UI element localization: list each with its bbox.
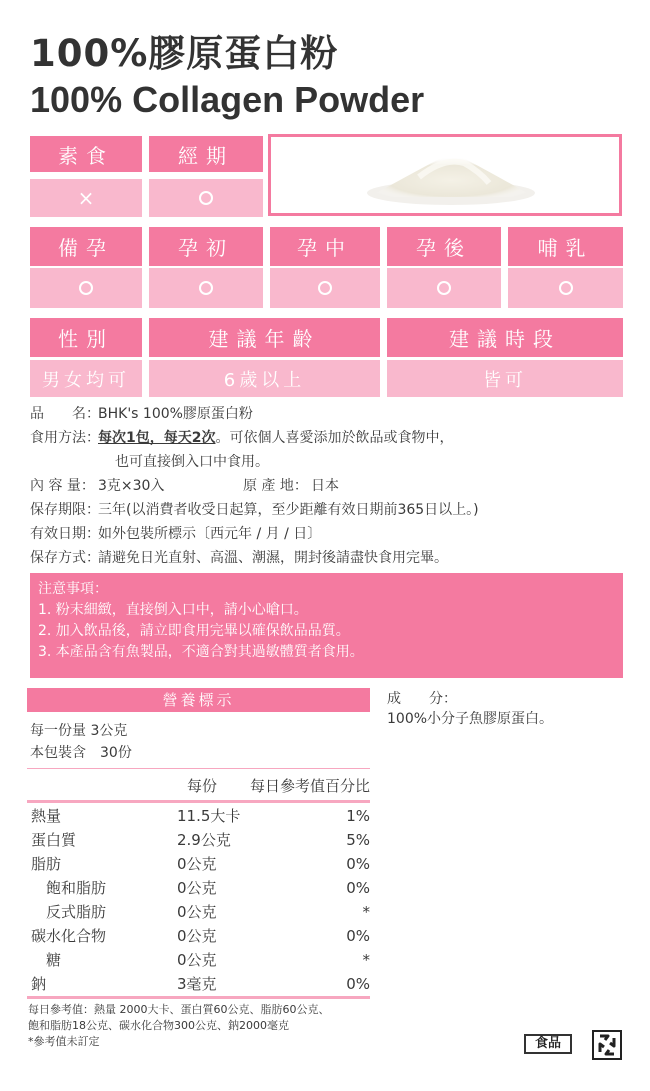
nutrient-amount: 2.9公克 <box>177 831 231 849</box>
value-breastfeeding <box>508 268 623 308</box>
value-pre-pregnancy <box>30 268 142 308</box>
nutrient-amount: 3毫克 <box>177 975 217 993</box>
info-label: 內 容 量： <box>30 478 95 494</box>
nutrient-percent: * <box>362 951 370 969</box>
circle-icon <box>199 281 213 295</box>
nutrient-amount: 0公克 <box>177 855 217 873</box>
column-amount: 每份 <box>187 777 218 795</box>
nutrition-row <box>27 828 370 852</box>
nutrition-header: 營養標示 <box>27 688 370 712</box>
footnote-reference: 每日參考值：熱量 2000大卡、蛋白質60公克、脂肪60公克、 <box>28 1003 330 1016</box>
footnote-reference-2: 飽和脂肪18公克、碳水化合物300公克、鈉2000毫克 <box>28 1019 289 1032</box>
nutrient-name: 碳水化合物 <box>31 927 107 945</box>
nutrient-name: 糖 <box>31 951 62 969</box>
usage-emphasis: 每次1包，每天2次 <box>98 430 216 446</box>
header-age: 建議年齡 <box>149 318 380 357</box>
info-value: 如外包裝所標示〔西元年 / 月 / 日〕 <box>98 526 322 542</box>
value-time: 皆可 <box>387 360 623 397</box>
value-age: 6歲以上 <box>149 360 380 397</box>
circle-icon <box>559 281 573 295</box>
info-label: 有效日期： <box>30 526 100 542</box>
info-value: 請避免日光直射、高溫、潮濕，開封後請盡快食用完畢。 <box>98 550 448 566</box>
product-image-frame <box>268 134 622 216</box>
nutrient-percent: 0% <box>346 927 370 945</box>
nutrient-percent: 0% <box>346 855 370 873</box>
info-shelf-life <box>30 499 479 521</box>
nutrient-percent: * <box>362 903 370 921</box>
header-early-pregnancy: 孕初 <box>149 227 263 266</box>
nutrient-percent: 1% <box>346 807 370 825</box>
cross-icon: × <box>77 186 95 210</box>
info-usage <box>30 427 453 449</box>
nutrient-name: 鈉 <box>31 975 47 993</box>
nutrient-name: 反式脂肪 <box>31 903 107 921</box>
nutrient-amount: 0公克 <box>177 903 217 921</box>
nutrition-column-headers <box>27 774 370 798</box>
nutrition-servings-per-pack: 本包裝含 30份 <box>30 745 132 761</box>
info-label: 原 產 地： <box>243 478 308 494</box>
divider <box>27 768 370 769</box>
header-time: 建議時段 <box>387 318 623 357</box>
nutrient-percent: 0% <box>346 879 370 897</box>
info-value: 。可依個人喜愛添加於飲品或食物中， <box>215 430 454 446</box>
nutrient-percent: 5% <box>346 831 370 849</box>
info-origin <box>243 475 339 497</box>
nutrition-row <box>27 876 370 900</box>
circle-icon <box>437 281 451 295</box>
circle-icon <box>318 281 332 295</box>
info-value: 3克×30入 <box>98 478 165 494</box>
header-breastfeeding: 哺乳 <box>508 227 623 266</box>
notice-item: 3. 本產品含有魚製品，不適合對其過敏體質者食用。 <box>38 644 364 660</box>
notice-item: 1. 粉末細緻，直接倒入口中，請小心嗆口。 <box>38 602 308 618</box>
nutrient-name: 蛋白質 <box>31 831 77 849</box>
value-vegetarian <box>30 179 142 217</box>
notice-box <box>30 573 623 678</box>
nutrient-name: 熱量 <box>31 807 62 825</box>
nutrient-amount: 0公克 <box>177 879 217 897</box>
value-early-pregnancy <box>149 268 263 308</box>
header-mid-pregnancy: 孕中 <box>270 227 380 266</box>
header-gender: 性別 <box>30 318 142 357</box>
ingredients-label: 成 分： <box>387 691 457 707</box>
divider <box>27 996 370 999</box>
ingredients-value: 100%小分子魚膠原蛋白。 <box>387 711 554 727</box>
info-label: 保存方式： <box>30 550 100 566</box>
nutrition-row <box>27 852 370 876</box>
divider <box>27 800 370 803</box>
food-badge: 食品 <box>524 1034 572 1054</box>
notice-item: 2. 加入飲品後，請立即食用完畢以確保飲品品質。 <box>38 623 350 639</box>
nutrition-table <box>27 688 370 712</box>
info-quantity <box>30 475 164 497</box>
notice-title: 注意事項： <box>38 581 108 597</box>
nutrition-row <box>27 804 370 828</box>
nutrient-name: 脂肪 <box>31 855 62 873</box>
value-mid-pregnancy <box>270 268 380 308</box>
header-menstruation: 經期 <box>149 136 263 172</box>
column-percent: 每日參考值百分比 <box>249 777 370 795</box>
title-english: 100% Collagen Powder <box>30 79 425 120</box>
nutrient-amount: 0公克 <box>177 951 217 969</box>
nutrition-row <box>27 948 370 972</box>
nutrition-row <box>27 900 370 924</box>
circle-icon <box>199 191 213 205</box>
title-chinese: 100%膠原蛋白粉 <box>30 32 339 75</box>
value-late-pregnancy <box>387 268 501 308</box>
footnote-unset: *參考值未訂定 <box>28 1035 100 1048</box>
recycle-icon <box>592 1030 622 1060</box>
nutrition-row <box>27 924 370 948</box>
header-vegetarian: 素食 <box>30 136 142 172</box>
info-usage-line2: 也可直接倒入口中食用。 <box>115 454 269 470</box>
nutrition-row <box>27 972 370 996</box>
nutrient-name: 飽和脂肪 <box>31 879 107 897</box>
powder-image <box>359 147 539 207</box>
nutrition-serving: 每一份量 3公克 <box>30 723 128 739</box>
nutrient-amount: 0公克 <box>177 927 217 945</box>
header-late-pregnancy: 孕後 <box>387 227 501 266</box>
info-expiry <box>30 523 321 545</box>
header-pre-pregnancy: 備孕 <box>30 227 142 266</box>
info-label: 品 名： <box>30 406 100 422</box>
nutrient-percent: 0% <box>346 975 370 993</box>
info-storage <box>30 547 448 569</box>
info-label: 食用方法： <box>30 430 100 446</box>
nutrient-amount: 11.5大卡 <box>177 807 241 825</box>
value-menstruation <box>149 179 263 217</box>
info-label: 保存期限： <box>30 502 100 518</box>
info-name <box>30 403 253 425</box>
circle-icon <box>79 281 93 295</box>
info-value: BHK's 100%膠原蛋白粉 <box>98 406 253 422</box>
info-value: 三年(以消費者收受日起算，至少距離有效日期前365日以上。) <box>98 502 479 518</box>
value-gender: 男女均可 <box>30 360 142 397</box>
info-value: 日本 <box>311 478 339 494</box>
